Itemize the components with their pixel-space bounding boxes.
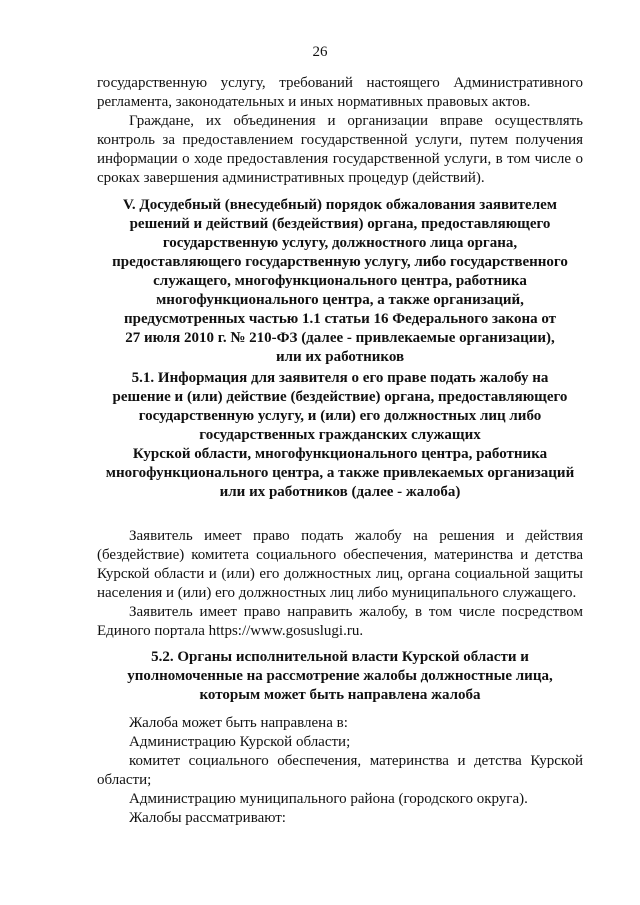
heading-line: многофункционального центра, а также организаций,: [156, 292, 524, 308]
heading-line: государственную услугу, должностного лица органа,: [162, 235, 518, 251]
heading-line: 5.1. Информация для заявителя о его праве подать жалобу на: [131, 370, 549, 386]
heading-line: решений и действий (бездействия) органа, предоставляющего: [129, 216, 551, 232]
body-paragraph: Заявитель имеет право направить жалобу, в том числе посредством Единого портала https://www.gosuslugi.ru.: [97, 604, 583, 639]
section-5-1-body: [97, 527, 583, 641]
body-line: Администрацию Курской области;: [129, 734, 351, 750]
body-line: Администрацию муниципального района (городского округа).: [129, 791, 528, 807]
intro-paragraph: Граждане, их объединения и организации вправе осуществлять контроль за предоставлением государственной услуги, путем получения информации о ходе предоставления государственной услуги, в том числе о сроках завершения административных процедур (действий).: [97, 113, 583, 186]
heading-line: предусмотренных частью 1.1 статьи 16 Федерального закона от: [123, 311, 557, 327]
heading-line: государственную услугу, и (или) его должностных лиц либо: [138, 408, 542, 424]
heading-line: или их работников: [275, 349, 405, 365]
heading-line: или их работников (далее - жалоба): [219, 484, 461, 500]
page-number: 26: [312, 44, 328, 60]
heading-line: государственных гражданских служащих: [199, 427, 481, 443]
section-v-heading: [97, 196, 583, 367]
heading-line: многофункционального центра, а также привлекаемых организаций: [105, 465, 575, 481]
heading-line: уполномоченные на рассмотрение жалобы должностные лица,: [127, 668, 553, 684]
intro-paragraph: государственную услугу, требований настоящего Административного регламента, законодательных и иных нормативных правовых актов.: [97, 75, 583, 110]
heading-line: которым может быть направлена жалоба: [199, 687, 481, 703]
heading-line: 5.2. Органы исполнительной власти Курской области и: [151, 649, 529, 665]
heading-line: служащего, многофункционального центра, работника: [153, 273, 527, 289]
section-5-1-heading: [97, 369, 583, 502]
section-5-2-heading: [97, 648, 583, 705]
heading-line: решение и (или) действие (бездействие) органа, предоставляющего: [112, 389, 568, 405]
intro-text: [97, 74, 583, 188]
body-line: Жалоба может быть направлена в:: [129, 715, 348, 731]
body-paragraph: Заявитель имеет право подать жалобу на решения и действия (бездействие) комитета социального обеспечения, материнства и детства Курской области и (или) его должностных лиц, органа социальной защиты населения и (или) его должностных лиц либо муниципального служащего.: [97, 528, 583, 601]
body-paragraph: комитет социального обеспечения, материнства и детства Курской области;: [97, 753, 583, 788]
heading-line: предоставляющего государственную услугу, либо государственного: [112, 254, 568, 270]
section-5-2-body: [97, 714, 583, 828]
body-line: Жалобы рассматривают:: [129, 810, 286, 826]
heading-line: Курской области, многофункционального центра, работника: [132, 446, 548, 462]
heading-line: 27 июля 2010 г. № 210-ФЗ (далее - привлекаемые организации),: [125, 330, 555, 346]
heading-line: V. Досудебный (внесудебный) порядок обжалования заявителем: [122, 197, 558, 213]
